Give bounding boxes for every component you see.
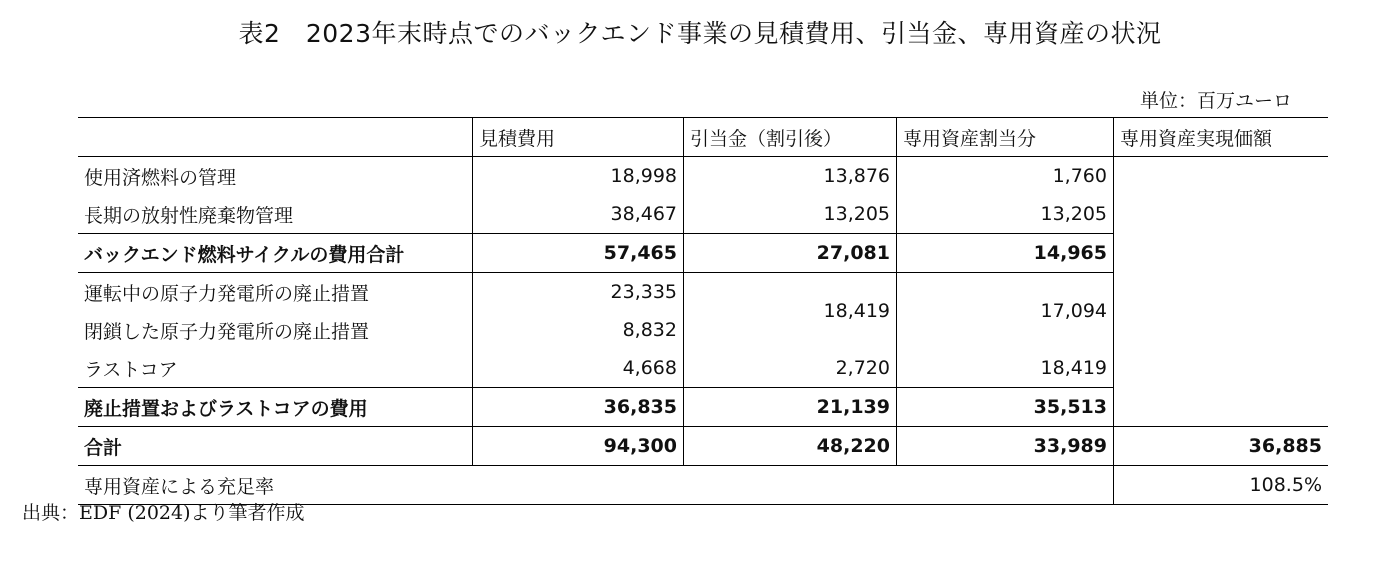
cell-allocated: 35,513	[897, 388, 1114, 427]
cell-allocated: 13,205	[897, 195, 1114, 234]
row-label: 運転中の原子力発電所の廃止措置	[78, 273, 473, 312]
table-row-total	[78, 427, 1328, 466]
cell-provision: 21,139	[684, 388, 897, 427]
row-label: 使用済燃料の管理	[84, 166, 237, 189]
unit-label: 単位：百万ユーロ	[1139, 90, 1292, 112]
cell-allocated: 14,965	[897, 234, 1114, 273]
cell-estimated: 38,467	[473, 195, 684, 234]
header-label	[78, 118, 473, 157]
cell-provision: 13,876	[684, 157, 897, 196]
cell-realized: 36,885	[1114, 427, 1329, 466]
cell-allocated: 33,989	[897, 427, 1114, 466]
row-label: 専用資産による充足率	[78, 466, 1114, 505]
cell-estimated: 94,300	[473, 427, 684, 466]
cell-estimated: 8,832	[473, 311, 684, 349]
cell-allocated-merged: 17,094	[897, 273, 1114, 350]
cell-estimated: 57,465	[473, 234, 684, 273]
cell-allocated: 18,419	[897, 349, 1114, 388]
cell-provision: 2,720	[684, 349, 897, 388]
table-title: 表2 2023年末時点でのバックエンド事業の見積費用、引当金、専用資産の状況	[238, 19, 1162, 48]
cell-estimated: 36,835	[473, 388, 684, 427]
cell-allocated: 1,760	[897, 157, 1114, 196]
source-note: 出典：EDF (2024)より筆者作成	[22, 502, 305, 524]
row-label: 合計	[78, 427, 473, 466]
row-label: ラストコア	[84, 358, 178, 381]
header-estimated: 見積費用	[473, 118, 684, 157]
cost-table	[78, 117, 1328, 505]
header-provision: 引当金（割引後）	[684, 118, 897, 157]
cell-estimated: 23,335	[473, 273, 684, 312]
header-realized: 専用資産実現価額	[1114, 118, 1329, 157]
cell-realized: 108.5%	[1114, 466, 1329, 505]
cell-provision: 48,220	[684, 427, 897, 466]
cell-provision: 13,205	[684, 195, 897, 234]
row-label: 長期の放射性廃棄物管理	[84, 204, 294, 227]
cell-provision-merged: 18,419	[684, 273, 897, 350]
row-label: バックエンド燃料サイクルの費用合計	[78, 234, 473, 273]
cell-provision: 27,081	[684, 234, 897, 273]
row-label: 廃止措置およびラストコアの費用	[78, 388, 473, 427]
row-label: 閉鎖した原子力発電所の廃止措置	[84, 320, 370, 343]
cell-realized-empty	[1114, 157, 1329, 427]
header-allocated: 専用資産割当分	[897, 118, 1114, 157]
header-row	[78, 118, 1328, 157]
cell-estimated: 4,668	[473, 349, 684, 388]
cell-estimated: 18,998	[473, 157, 684, 196]
table-row	[78, 157, 1328, 196]
